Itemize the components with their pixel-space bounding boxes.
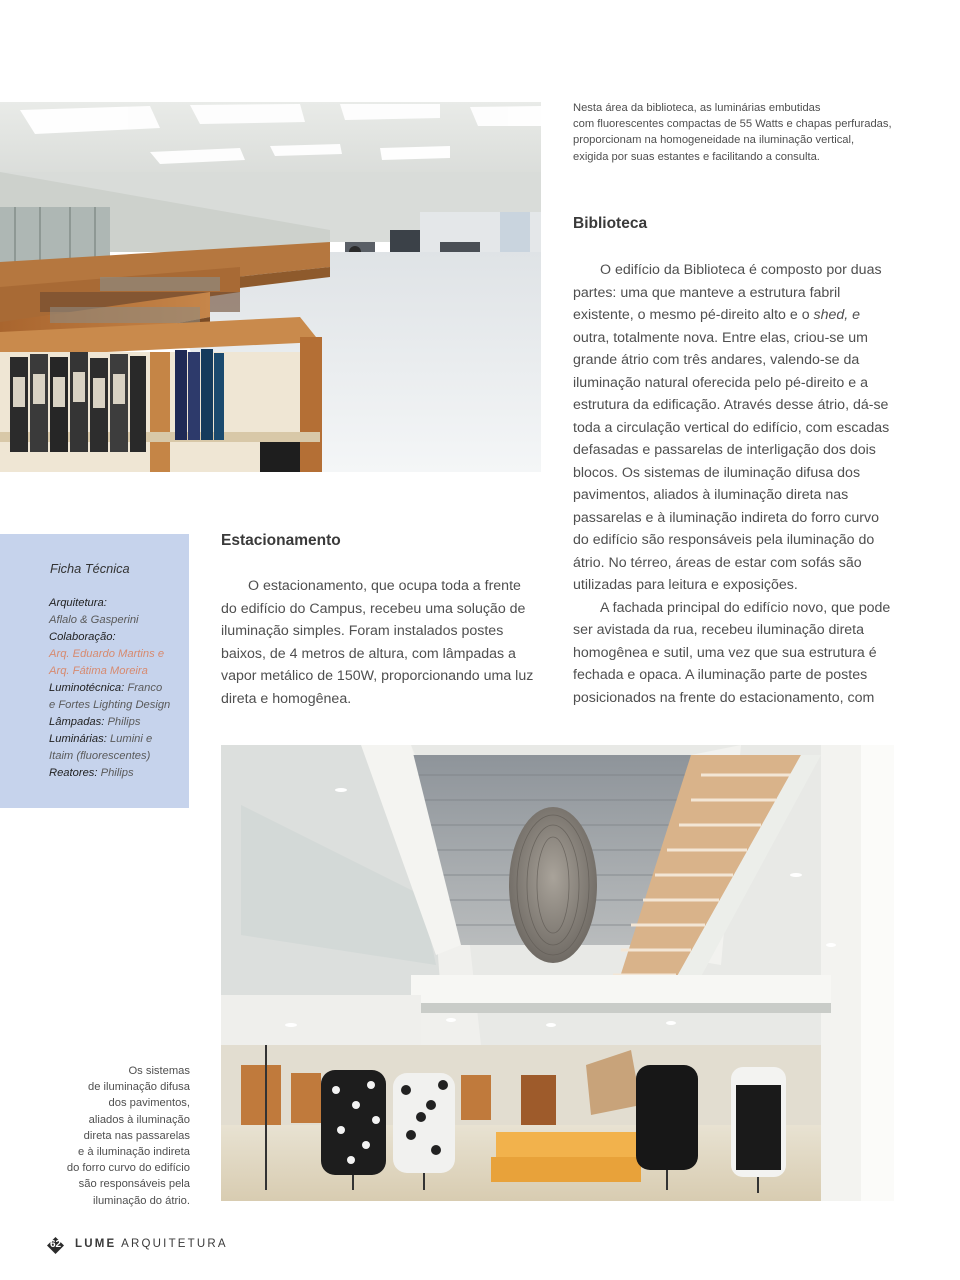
caption-line: proporcionam na homogeneidade na iluminação vertical,: [573, 134, 855, 147]
text-line: iluminação simples. Foram instalados postes: [221, 623, 504, 639]
magazine-brand: [75, 1238, 228, 1250]
text-line: posicionados na frente do estacionamento, com: [573, 689, 875, 706]
text-line: defasadas e passarelas de interligação dos dois: [573, 442, 876, 458]
text-line: do edifício do Campus, recebeu uma solução de: [221, 600, 526, 617]
caption-line: iluminação do átrio.: [92, 1194, 190, 1207]
italic-fragment: shed, e: [813, 307, 861, 323]
text-line: outra, totalmente nova. Entre elas, criou-se um: [573, 329, 868, 346]
caption-atrium-photo: [40, 1063, 190, 1209]
caption-line: direta nas passarelas: [83, 1129, 190, 1142]
text-line: estrutura da edificação. Através desse átrio, dá-se: [573, 397, 889, 413]
text-line: blocos. Os sistemas de iluminação difusa dos: [573, 464, 861, 481]
text-line: pavimentos, aliados à iluminação direta nas: [573, 487, 849, 503]
text-line: átrio. No térreo, áreas de estar com sofás são: [573, 554, 862, 571]
credit-value: Arq. Eduardo Martins e: [49, 648, 165, 660]
caption-line: Os sistemas: [128, 1065, 190, 1077]
heading-estacionamento: Estacionamento: [221, 532, 341, 549]
text-line: toda a circulação vertical do edifício, com escadas: [573, 419, 890, 436]
caption-line: aliados à iluminação: [88, 1113, 190, 1126]
credit-row: [49, 680, 170, 697]
caption-line: Nesta área da biblioteca, as luminárias embutidas: [573, 102, 821, 114]
text-line: vapor metálico de 150W, proporcionando uma luz: [221, 668, 534, 684]
caption-line: são responsáveis pela: [78, 1178, 190, 1191]
text-line: grande átrio com três andares, valendo-se da: [573, 352, 860, 368]
caption-line: exigida por suas estantes e facilitando a consulta.: [573, 150, 820, 163]
library-stacks-photo: [0, 102, 541, 472]
credit-label: Lâmpadas:: [49, 716, 105, 728]
heading-biblioteca: Biblioteca: [573, 215, 648, 232]
credit-row: [49, 714, 170, 731]
text-line: A fachada principal do edifício novo, que pode: [600, 599, 891, 616]
credit-label: Luminotécnica:: [49, 682, 125, 694]
credit-value: Franco: [127, 682, 163, 694]
text-line: fechada e opaca. A iluminação parte de postes: [573, 667, 868, 683]
credit-value: Aflalo & Gasperini: [49, 614, 139, 626]
ficha-title: Ficha Técnica: [50, 561, 130, 576]
credit-label: Reatores:: [49, 767, 98, 779]
page-number: 62: [50, 1239, 62, 1250]
text-line: iluminação natural oferecida pelo pé-direito e a: [573, 374, 868, 391]
text-line: O estacionamento, que ocupa toda a frente: [248, 578, 521, 594]
text-line: direta e homogênea.: [221, 690, 352, 707]
ficha-credits-list: [49, 595, 170, 782]
credit-value: Philips: [100, 767, 134, 779]
credit-row: [49, 765, 170, 782]
brand-bold: LUME: [75, 1238, 117, 1250]
caption-line: com fluorescentes compactas de 55 Watts e chapas perfuradas,: [573, 118, 892, 131]
atrium-photo: [221, 745, 894, 1201]
caption-line: e à iluminação indireta: [78, 1146, 190, 1159]
ficha-tecnica-box: [0, 534, 189, 808]
credit-label: Luminárias:: [49, 733, 107, 745]
credit-value: Philips: [107, 716, 141, 728]
caption-line: de iluminação difusa: [88, 1081, 190, 1094]
text-line: baixos, de 4 metros de altura, com lâmpadas a: [221, 645, 516, 662]
credit-value: Lumini e: [109, 733, 153, 745]
text-line: ser avistada da rua, recebeu iluminação direta: [573, 622, 865, 638]
credit-value: Itaim (fluorescentes): [49, 750, 151, 762]
estacionamento-article-text: [221, 575, 541, 710]
caption-library-photo: [573, 100, 892, 165]
text-line: do edifício são responsáveis pela iluminação do: [573, 532, 875, 548]
text-line: O edifício da Biblioteca é composto por duas: [600, 262, 882, 278]
caption-line: dos pavimentos,: [108, 1097, 190, 1110]
credit-value: e Fortes Lighting Design: [49, 699, 171, 711]
brand-rest: ARQUITETURA: [121, 1238, 228, 1250]
credit-value: Arq. Fátima Moreira: [49, 665, 148, 677]
credit-row: [49, 731, 170, 748]
text-line: passarelas e à iluminação indireta do forro curvo: [573, 509, 879, 526]
text-line: [573, 304, 903, 327]
text-line: partes: uma que manteve a estrutura fabril: [573, 284, 841, 301]
text-fragment: existente, o mesmo pé-direito alto e o: [573, 307, 814, 323]
credit-label: Arquitetura:: [49, 597, 107, 609]
text-line: utilizadas para leitura e exposições.: [573, 577, 798, 593]
text-line: homogênea e sutil, uma vez que sua estrutura é: [573, 644, 877, 661]
credit-label: Colaboração:: [49, 631, 116, 643]
caption-line: do forro curvo do edifício: [66, 1162, 190, 1175]
biblioteca-article-text: [573, 259, 903, 709]
